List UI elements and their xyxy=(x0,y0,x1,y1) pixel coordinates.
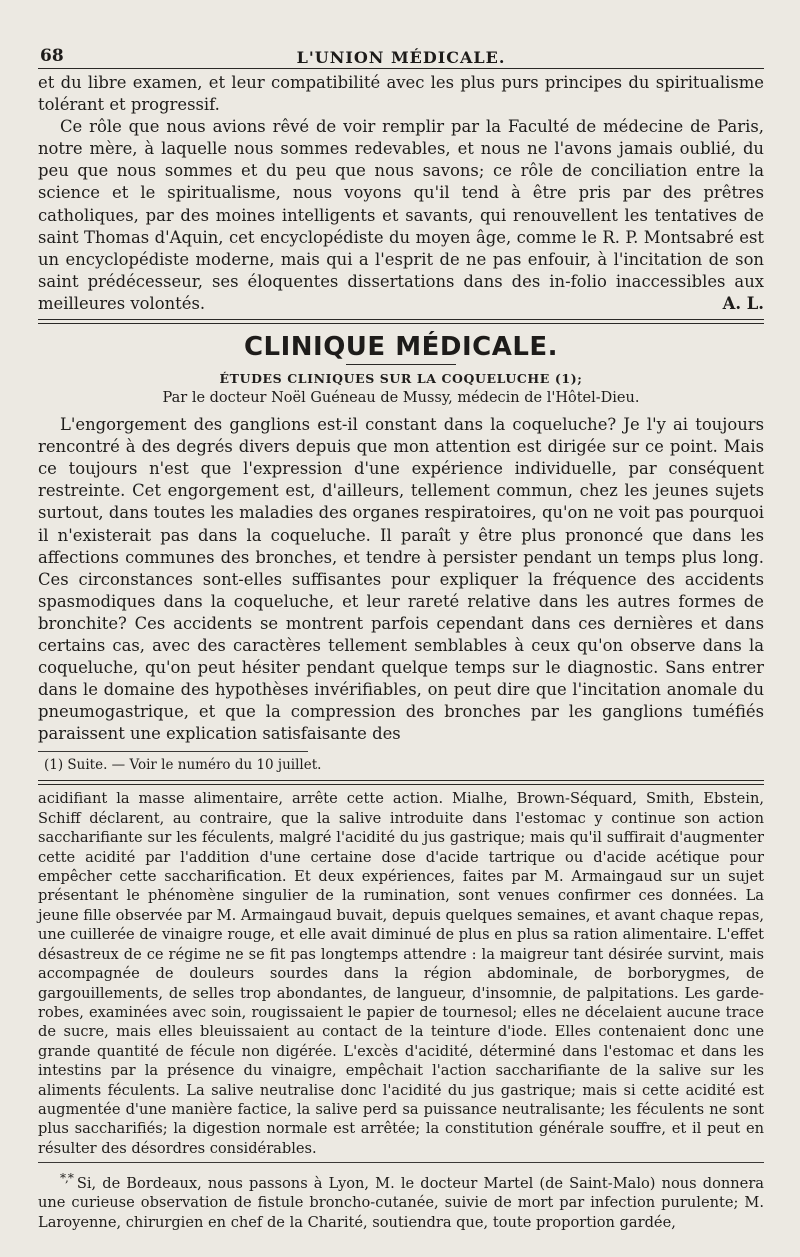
top-paragraph-1: et du libre examen, et leur compatibilité avec les plus purs principes du spiritualisme tolérant et progressif. xyxy=(38,73,764,115)
article-heading: ÉTUDES CLINIQUES SUR LA COQUELUCHE (1); xyxy=(219,371,583,387)
header-rule xyxy=(38,68,764,69)
asterism: *,* xyxy=(60,1171,73,1186)
running-head xyxy=(38,42,764,68)
page-number: 68 xyxy=(40,46,64,66)
article-byline: Par le docteur Noël Guéneau de Mussy, médecin de l'Hôtel-Dieu. xyxy=(162,390,640,407)
top-paragraph-2 xyxy=(38,116,764,315)
top-paragraph-2-text: Ce rôle que nous avions rêvé de voir remplir par la Faculté de médecine de Paris, notre mère, à laquelle nous sommes redevables, et nous ne l'avons jamais oublié, du peu que nous sommes et du peu que nous savons; ce rôle de conciliation entre la science et le spiritualisme, nous voyons qu'il tend à être pris par des prêtres catholiques, par des moines intelligents et savants, qui renouvellent les tentatives de saint Thomas d'Aquin, cet encyclopédiste du moyen âge, comme le R. P. Montsabré est un encyclopédiste moderne, mais qui a l'esprit de ne pas enfouir, à l'incitation de son saint prédécesseur, ses éloquentes dissertations dans des in-folio inaccessibles aux meilleures volontés. xyxy=(38,117,764,313)
title-underline xyxy=(346,364,456,365)
lower-paragraph-2-text: Si, de Bordeaux, nous passons à Lyon, M. le docteur Martel (de Saint-Malo) nous donnera une curieuse observation de fistule broncho-cutanée, suivie de mort par infection purulente; M. Laroyenne, chirurgien en chef de la Charité, soutiendra que, toute proportion gardée, xyxy=(38,1175,764,1231)
lower-paragraph-2 xyxy=(38,1169,764,1232)
top-article xyxy=(38,72,764,315)
feuilleton-divider xyxy=(38,780,764,785)
footnote-rule xyxy=(38,751,308,752)
lower-paragraph-1: acidifiant la masse alimentaire, arrête cette action. Mialhe, Brown-Séquard, Smith, Ebstein, Schiff déclarent, au contraire, que la salive introduite dans l'estomac y continue son action saccharifiante sur les féculents, malgré l'acidité du jus gastrique; mais qu'il suffirait d'augmenter cette acidité par l'addition d'une certaine dose d'acide tartrique ou d'acide acétique pour empêcher cette saccharification. Et deux expériences, faites par M. Armaingaud sur un sujet présentant le phénomène singulier de la rumination, sont venues confirmer ces données. La jeune fille observée par M. Armaingaud buvait, depuis quelques semaines, et avant chaque repas, une cuillerée de vinaigre rouge, et elle avait diminué de plus en plus sa ration alimentaire. L'effet désastreux de ce régime ne se fit pas longtemps attendre : la maigreur tant désirée survint, mais accompagnée de douleurs sourdes dans la région abdominale, de borborygmes, de gargouillements, de selles trop abondantes, de langueur, d'insomnie, de palpitations. Les garde-robes, examinées avec soin, rougissaient le papier de tournesol; elles ne décelaient aucune trace de sucre, mais elles bleuissaient au contact de la teinture d'iode. Elles contenaient donc une grande quantité de fécule non digérée. L'excès d'acidité, déterminé dans l'estomac et dans les intestins par la présence du vinaigre, empêchait l'action saccharifiante de la salive sur les aliments féculents. La salive neutralise donc l'acidité du jus gastrique; mais si cette acidité est augmentée d'une manière factice, la salive perd sa puissance neutralisante; les féculents ne sont plus saccharifiés; la digestion normale est arrêtée; la constitution générale souffre, et il peut en résulter des désordres considérables. xyxy=(38,790,764,1157)
section-divider xyxy=(38,319,764,324)
journal-title: L'UNION MÉDICALE. xyxy=(296,48,506,67)
section-title: CLINIQUE MÉDICALE. xyxy=(243,332,559,363)
clinique-section xyxy=(38,332,764,774)
lower-column xyxy=(38,789,764,1232)
lower-rule xyxy=(38,1162,764,1163)
clinique-body: L'engorgement des ganglions est-il constant dans la coqueluche? Je l'y ai toujours rencontré à des degrés divers depuis que mon attention est dirigée sur ce point. Mais ce toujours n'est que l'expression d'une expérience individuelle, par conséquent restreinte. Cet engorgement est, d'ailleurs, tellement commun, chez les jeunes sujets surtout, dans toutes les maladies des organes respiratoires, qu'on ne voit pas pourquoi il n'existerait pas dans la coqueluche. Il paraît y être plus prononcé que dans les affections communes des bronches, et tendre à persister pendant un temps plus long. Ces circonstances sont-elles suffisantes pour expliquer la fréquence des accidents spasmodiques dans la coqueluche, et leur rareté relative dans les autres formes de bronchite? Ces accidents se montrent parfois cependant dans ces dernières et dans certains cas, avec des caractères tellement semblables à ceux qu'on observe dans la coqueluche, qu'on peut hésiter pendant quelque temps sur le diagnostic. Sans entrer dans le domaine des hypothèses invérifiables, on peut dire que l'incitation anomale du pneumogastrique, et que la compression des bronches par les ganglions tuméfiés paraissent une explication satisfaisante des xyxy=(38,415,764,744)
article-signature: A. L. xyxy=(722,293,764,313)
footnote: (1) Suite. — Voir le numéro du 10 juillet. xyxy=(44,757,322,774)
